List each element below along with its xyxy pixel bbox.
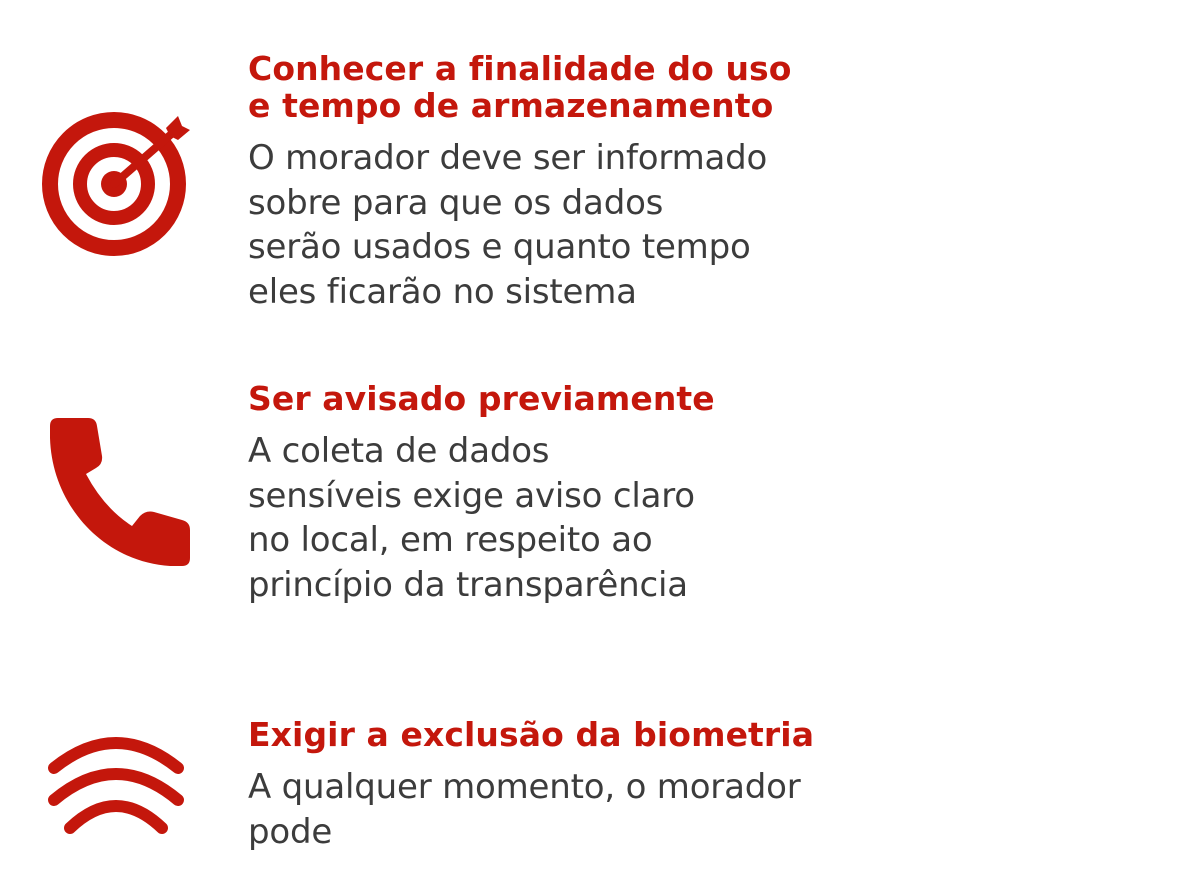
item-title: Exigir a exclusão da biometria bbox=[248, 715, 815, 754]
item-title: Ser avisado previamente bbox=[248, 379, 715, 418]
item-title: Conhecer a finalidade do uso e tempo de armazenamento bbox=[248, 49, 792, 125]
item-description: A coleta de dados sensíveis exige aviso claro no local, em respeito ao princípio da transparência bbox=[248, 431, 695, 605]
item-description: A qualquer momento, o morador pode bbox=[248, 767, 801, 852]
target-icon bbox=[40, 106, 192, 258]
phone-icon bbox=[40, 416, 192, 568]
fingerprint-icon bbox=[40, 728, 192, 880]
item-description: O morador deve ser informado sobre para que os dados serão usados e quanto tempo eles ficarão no sistema bbox=[248, 138, 768, 312]
